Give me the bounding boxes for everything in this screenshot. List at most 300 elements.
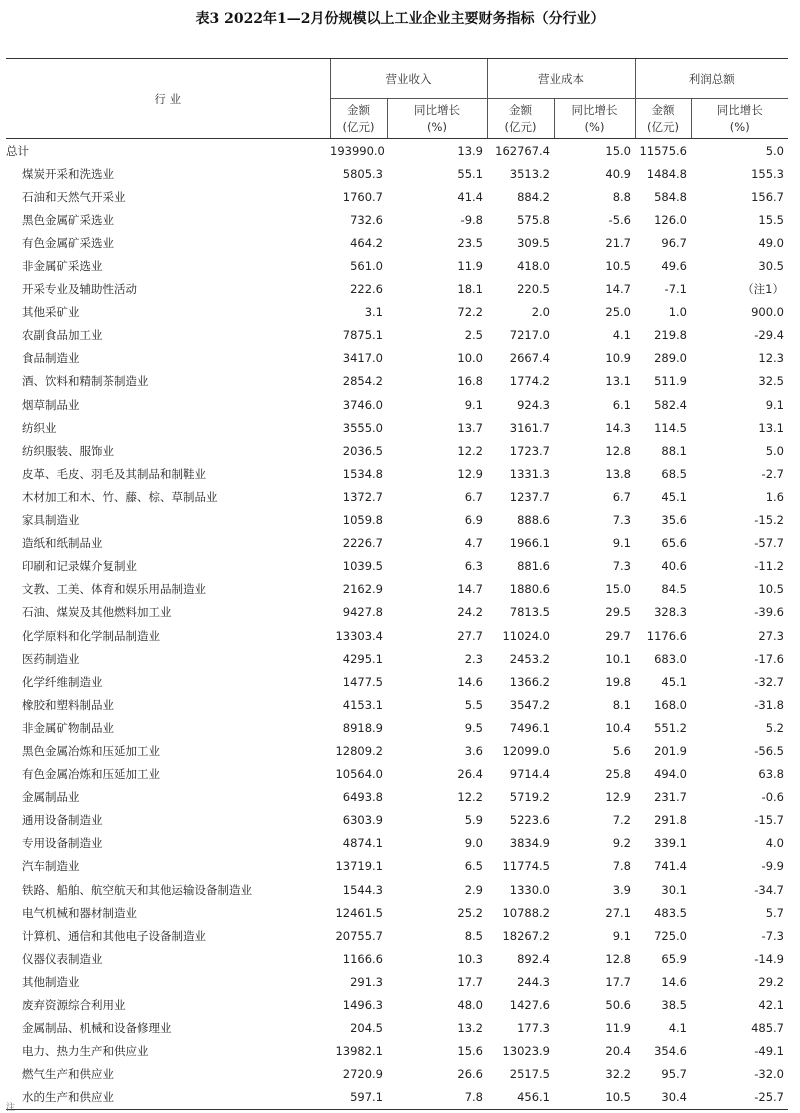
industry-name: 开采专业及辅助性活动 xyxy=(22,282,137,297)
profit-growth-cell: 32.5 xyxy=(758,374,784,389)
industry-name: 铁路、船舶、航空航天和其他运输设备制造业 xyxy=(22,882,252,897)
profit-growth-cell: （注1） xyxy=(742,282,784,297)
revenue-growth-cell: 2.9 xyxy=(464,882,483,897)
cost-amount-cell: 1331.3 xyxy=(509,466,550,481)
revenue-amount-header: 金额 (亿元) xyxy=(330,99,387,139)
table-row xyxy=(6,485,788,508)
revenue-growth-cell: 18.1 xyxy=(457,282,483,297)
cost-amount-cell: 5719.2 xyxy=(509,790,550,805)
revenue-amount-cell: 13982.1 xyxy=(335,1044,383,1059)
revenue-amount-cell: 204.5 xyxy=(350,1021,383,1036)
revenue-growth-cell: 48.0 xyxy=(457,998,483,1013)
cost-amount-cell: 1237.7 xyxy=(509,489,550,504)
cost-header: 营业成本 xyxy=(487,59,635,99)
industry-name: 总计 xyxy=(6,143,29,158)
revenue-amount-cell: 1496.3 xyxy=(342,998,383,1013)
profit-growth-cell: 5.0 xyxy=(765,443,784,458)
revenue-amount-cell: 464.2 xyxy=(350,235,383,250)
revenue-growth-cell: 13.9 xyxy=(457,143,483,158)
profit-amount-cell: 126.0 xyxy=(654,212,687,227)
cost-growth-cell: 8.8 xyxy=(612,189,631,204)
cost-amount-cell: 10788.2 xyxy=(502,905,550,920)
table-row xyxy=(6,739,788,762)
industry-name: 石油和天然气开采业 xyxy=(22,189,126,204)
table-row xyxy=(6,578,788,601)
revenue-amount-cell: 3555.0 xyxy=(342,420,383,435)
industry-name: 有色金属矿采选业 xyxy=(22,235,114,250)
table-title: 表3 2022年1—2月份规模以上工业企业主要财务指标（分行业） xyxy=(195,11,605,27)
cost-growth-cell: 10.9 xyxy=(605,351,631,366)
cost-growth-cell: 9.1 xyxy=(612,928,631,943)
revenue-amount-cell: 4295.1 xyxy=(342,651,383,666)
profit-amount-cell: 40.6 xyxy=(661,559,687,574)
table-row xyxy=(6,670,788,693)
cost-amount-cell: 418.0 xyxy=(517,259,550,274)
industry-name: 农副食品加工业 xyxy=(22,328,103,343)
cost-amount-cell: 575.8 xyxy=(517,212,550,227)
revenue-growth-cell: 6.9 xyxy=(464,513,483,528)
revenue-amount-cell: 1166.6 xyxy=(342,951,383,966)
industry-name: 专用设备制造业 xyxy=(22,836,103,851)
profit-growth-cell: 15.5 xyxy=(758,212,784,227)
revenue-amount-cell: 3417.0 xyxy=(342,351,383,366)
cost-amount-cell: 1427.6 xyxy=(509,998,550,1013)
revenue-amount-cell: 561.0 xyxy=(350,259,383,274)
cost-amount-cell: 7217.0 xyxy=(509,328,550,343)
industry-name: 黑色金属矿采选业 xyxy=(22,212,114,227)
footer-note: 注 xyxy=(6,1103,16,1113)
profit-growth-cell: 63.8 xyxy=(758,767,784,782)
cost-growth-cell: 7.8 xyxy=(612,859,631,874)
revenue-growth-cell: 72.2 xyxy=(457,305,483,320)
cost-growth-cell: 7.3 xyxy=(612,513,631,528)
revenue-growth-cell: 41.4 xyxy=(457,189,483,204)
cost-growth-cell: 12.8 xyxy=(605,951,631,966)
revenue-amount-cell: 1039.5 xyxy=(342,559,383,574)
industry-name: 金属制品、机械和设备修理业 xyxy=(22,1021,172,1036)
industry-name: 黑色金属冶炼和压延加工业 xyxy=(22,743,160,758)
cost-growth-cell: 7.2 xyxy=(612,813,631,828)
profit-amount-cell: 95.7 xyxy=(661,1067,687,1082)
industry-name: 通用设备制造业 xyxy=(22,813,103,828)
table-row xyxy=(6,1086,788,1110)
industry-name: 石油、煤炭及其他燃料加工业 xyxy=(22,605,172,620)
revenue-growth-cell: 2.3 xyxy=(464,651,483,666)
cost-growth-cell: 7.3 xyxy=(612,559,631,574)
cost-amount-cell: 924.3 xyxy=(517,397,550,412)
revenue-growth-cell: 15.6 xyxy=(457,1044,483,1059)
cost-growth-cell: -5.6 xyxy=(608,212,631,227)
cost-growth-cell: 21.7 xyxy=(605,235,631,250)
revenue-amount-cell: 12461.5 xyxy=(335,905,383,920)
revenue-growth-cell: 13.7 xyxy=(457,420,483,435)
table-row xyxy=(6,393,788,416)
revenue-growth-cell: 9.1 xyxy=(464,397,483,412)
cost-amount-cell: 18267.2 xyxy=(502,928,550,943)
revenue-growth-cell: 14.6 xyxy=(457,674,483,689)
profit-growth-cell: -34.7 xyxy=(754,882,784,897)
profit-growth-cell: -2.7 xyxy=(761,466,784,481)
revenue-growth-cell: 13.2 xyxy=(457,1021,483,1036)
profit-growth-cell: 42.1 xyxy=(758,998,784,1013)
cost-growth-header: 同比增长 (%) xyxy=(554,99,635,139)
profit-amount-cell: -7.1 xyxy=(664,282,687,297)
cost-amount-cell: 456.1 xyxy=(487,1086,554,1110)
table-row xyxy=(6,763,788,786)
revenue-growth-cell: 9.5 xyxy=(464,720,483,735)
cost-growth-cell: 13.8 xyxy=(605,466,631,481)
revenue-growth-header: 同比增长 (%) xyxy=(387,99,487,139)
revenue-growth-cell: 26.4 xyxy=(457,767,483,782)
cost-growth-cell: 19.8 xyxy=(605,674,631,689)
revenue-growth-cell: 14.7 xyxy=(457,582,483,597)
cost-amount-cell: 3161.7 xyxy=(509,420,550,435)
profit-amount-cell: 339.1 xyxy=(654,836,687,851)
revenue-growth-cell: 9.0 xyxy=(464,836,483,851)
profit-amount-cell: 168.0 xyxy=(654,697,687,712)
cost-amount-cell: 13023.9 xyxy=(502,1044,550,1059)
table-row xyxy=(6,647,788,670)
cost-growth-cell: 10.1 xyxy=(605,651,631,666)
cost-growth-cell: 6.1 xyxy=(612,397,631,412)
revenue-growth-cell: 8.5 xyxy=(464,928,483,943)
cost-growth-cell: 14.7 xyxy=(605,282,631,297)
table-row xyxy=(6,970,788,993)
cost-amount-cell: 162767.4 xyxy=(495,143,550,158)
cost-amount-cell: 9714.4 xyxy=(509,767,550,782)
table-row xyxy=(6,439,788,462)
profit-growth-cell: 29.2 xyxy=(758,974,784,989)
industry-name: 其他采矿业 xyxy=(22,305,80,320)
cost-growth-cell: 10.4 xyxy=(605,720,631,735)
table-row xyxy=(6,231,788,254)
revenue-growth-cell: 26.6 xyxy=(457,1067,483,1082)
industry-name: 印刷和记录媒介复制业 xyxy=(22,559,137,574)
cost-growth-cell: 17.7 xyxy=(605,974,631,989)
revenue-growth-cell: 12.9 xyxy=(457,466,483,481)
profit-amount-cell: 231.7 xyxy=(654,790,687,805)
profit-amount-cell: 683.0 xyxy=(654,651,687,666)
revenue-growth-cell: 16.8 xyxy=(457,374,483,389)
cost-growth-cell: 29.7 xyxy=(605,628,631,643)
profit-growth-cell: -14.9 xyxy=(754,951,784,966)
revenue-amount-cell: 1544.3 xyxy=(342,882,383,897)
industry-name: 化学纤维制造业 xyxy=(22,674,103,689)
cost-growth-cell: 15.0 xyxy=(605,582,631,597)
revenue-growth-cell: 10.0 xyxy=(457,351,483,366)
revenue-amount-cell: 4153.1 xyxy=(342,697,383,712)
cost-amount-cell: 2517.5 xyxy=(509,1067,550,1082)
table-row xyxy=(6,601,788,624)
table-row xyxy=(6,185,788,208)
industry-name: 仪器仪表制造业 xyxy=(22,951,103,966)
cost-amount-cell: 11024.0 xyxy=(502,628,550,643)
revenue-amount-cell: 6303.9 xyxy=(342,813,383,828)
table-row xyxy=(6,208,788,231)
cost-growth-cell: 20.4 xyxy=(605,1044,631,1059)
profit-growth-cell: -29.4 xyxy=(754,328,784,343)
profit-growth-cell: -9.9 xyxy=(761,859,784,874)
cost-amount-cell: 1330.0 xyxy=(509,882,550,897)
cost-growth-cell: 10.5 xyxy=(605,259,631,274)
industry-name: 造纸和纸制品业 xyxy=(22,536,103,551)
table-row xyxy=(6,278,788,301)
industry-name: 橡胶和塑料制品业 xyxy=(22,697,114,712)
industry-name: 食品制造业 xyxy=(22,351,80,366)
revenue-growth-cell: 6.3 xyxy=(464,559,483,574)
revenue-growth-cell: -9.8 xyxy=(460,212,483,227)
profit-growth-cell: -7.3 xyxy=(761,928,784,943)
cost-amount-cell: 3834.9 xyxy=(509,836,550,851)
table-row xyxy=(6,532,788,555)
industry-name: 电气机械和器材制造业 xyxy=(22,905,137,920)
revenue-growth-cell: 12.2 xyxy=(457,443,483,458)
industry-name: 水的生产和供应业 xyxy=(6,1086,330,1110)
profit-growth-cell: 5.2 xyxy=(765,720,784,735)
cost-amount-cell: 3547.2 xyxy=(509,697,550,712)
profit-growth-cell: 485.7 xyxy=(751,1021,784,1036)
cost-amount-cell: 1723.7 xyxy=(509,443,550,458)
profit-growth-cell: 27.3 xyxy=(758,628,784,643)
industry-header: 行 业 xyxy=(6,59,330,139)
revenue-amount-cell: 13303.4 xyxy=(335,628,383,643)
revenue-amount-cell: 4874.1 xyxy=(342,836,383,851)
profit-amount-cell: 35.6 xyxy=(661,513,687,528)
cost-growth-cell: 9.1 xyxy=(612,536,631,551)
profit-amount-cell: 65.9 xyxy=(661,951,687,966)
revenue-amount-cell: 3746.0 xyxy=(342,397,383,412)
table-row xyxy=(6,324,788,347)
profit-growth-cell: -25.7 xyxy=(691,1086,788,1110)
revenue-amount-cell: 2036.5 xyxy=(342,443,383,458)
revenue-amount-cell: 8918.9 xyxy=(342,720,383,735)
revenue-amount-cell: 193990.0 xyxy=(330,143,385,158)
table-row xyxy=(6,624,788,647)
profit-growth-cell: 1.6 xyxy=(765,489,784,504)
profit-amount-cell: 511.9 xyxy=(654,374,687,389)
cost-growth-cell: 4.1 xyxy=(612,328,631,343)
table-header xyxy=(6,59,788,139)
table-row xyxy=(6,162,788,185)
cost-amount-cell: 888.6 xyxy=(517,513,550,528)
profit-amount-cell: 88.1 xyxy=(661,443,687,458)
table-row xyxy=(6,809,788,832)
revenue-amount-cell: 2854.2 xyxy=(342,374,383,389)
revenue-amount-cell: 732.6 xyxy=(350,212,383,227)
table-row xyxy=(6,901,788,924)
industry-name: 医药制造业 xyxy=(22,651,80,666)
cost-amount-cell: 1366.2 xyxy=(509,674,550,689)
profit-amount-cell: 219.8 xyxy=(654,328,687,343)
profit-growth-cell: 13.1 xyxy=(758,420,784,435)
profit-growth-cell: 30.5 xyxy=(758,259,784,274)
industry-name: 有色金属冶炼和压延加工业 xyxy=(22,767,160,782)
revenue-growth-cell: 6.7 xyxy=(464,489,483,504)
cost-growth-cell: 10.5 xyxy=(554,1086,635,1110)
cost-growth-cell: 12.9 xyxy=(605,790,631,805)
table-row xyxy=(6,693,788,716)
table-body xyxy=(6,139,788,1110)
table-row xyxy=(6,832,788,855)
table-row xyxy=(6,947,788,970)
profit-growth-cell: 49.0 xyxy=(758,235,784,250)
cost-amount-cell: 12099.0 xyxy=(502,743,550,758)
revenue-amount-cell: 7875.1 xyxy=(342,328,383,343)
cost-amount-cell: 1774.2 xyxy=(509,374,550,389)
cost-growth-cell: 5.6 xyxy=(612,743,631,758)
profit-growth-cell: 156.7 xyxy=(751,189,784,204)
profit-amount-cell: 114.5 xyxy=(654,420,687,435)
industry-name: 皮革、毛皮、羽毛及其制品和制鞋业 xyxy=(22,466,206,481)
cost-growth-cell: 13.1 xyxy=(605,374,631,389)
cost-growth-cell: 14.3 xyxy=(605,420,631,435)
cost-amount-header: 金额 (亿元) xyxy=(487,99,554,139)
revenue-growth-cell: 24.2 xyxy=(457,605,483,620)
profit-amount-cell: 291.8 xyxy=(654,813,687,828)
profit-amount-cell: 45.1 xyxy=(661,674,687,689)
cost-growth-cell: 40.9 xyxy=(605,166,631,181)
cost-growth-cell: 15.0 xyxy=(605,143,631,158)
profit-growth-cell: 12.3 xyxy=(758,351,784,366)
cost-amount-cell: 7496.1 xyxy=(509,720,550,735)
profit-growth-cell: -0.6 xyxy=(761,790,784,805)
profit-growth-cell: 155.3 xyxy=(751,166,784,181)
revenue-amount-cell: 10564.0 xyxy=(335,767,383,782)
industry-name: 非金属矿物制品业 xyxy=(22,720,114,735)
revenue-amount-cell: 9427.8 xyxy=(342,605,383,620)
industry-name: 非金属矿采选业 xyxy=(22,259,103,274)
cost-growth-cell: 12.8 xyxy=(605,443,631,458)
revenue-amount-cell: 1372.7 xyxy=(342,489,383,504)
profit-growth-cell: 900.0 xyxy=(751,305,784,320)
revenue-growth-cell: 12.2 xyxy=(457,790,483,805)
profit-amount-cell: 584.8 xyxy=(654,189,687,204)
profit-growth-cell: -56.5 xyxy=(754,743,784,758)
table-row xyxy=(6,786,788,809)
table-row xyxy=(6,924,788,947)
industry-name: 酒、饮料和精制茶制造业 xyxy=(22,374,149,389)
cost-growth-cell: 9.2 xyxy=(612,836,631,851)
profit-amount-cell: 84.5 xyxy=(661,582,687,597)
cost-growth-cell: 6.7 xyxy=(612,489,631,504)
revenue-amount-cell: 1760.7 xyxy=(342,189,383,204)
revenue-amount-cell: 20755.7 xyxy=(335,928,383,943)
revenue-growth-cell: 27.7 xyxy=(457,628,483,643)
table-row xyxy=(6,462,788,485)
profit-growth-cell: -32.0 xyxy=(754,1067,784,1082)
industry-name: 电力、热力生产和供应业 xyxy=(22,1044,149,1059)
industry-name: 纺织服装、服饰业 xyxy=(22,443,114,458)
industry-name: 家具制造业 xyxy=(22,513,80,528)
profit-amount-cell: 582.4 xyxy=(654,397,687,412)
cost-growth-cell: 8.1 xyxy=(612,697,631,712)
table-row xyxy=(6,509,788,532)
profit-growth-cell: -15.7 xyxy=(754,813,784,828)
profit-amount-cell: 328.3 xyxy=(654,605,687,620)
profit-amount-cell: 38.5 xyxy=(661,998,687,1013)
revenue-growth-cell: 6.5 xyxy=(464,859,483,874)
table-row xyxy=(6,301,788,324)
profit-amount-cell: 68.5 xyxy=(661,466,687,481)
revenue-growth-cell: 11.9 xyxy=(457,259,483,274)
cost-amount-cell: 892.4 xyxy=(517,951,550,966)
cost-amount-cell: 1880.6 xyxy=(509,582,550,597)
table-row xyxy=(6,139,788,163)
cost-amount-cell: 177.3 xyxy=(517,1021,550,1036)
profit-amount-cell: 354.6 xyxy=(654,1044,687,1059)
cost-amount-cell: 11774.5 xyxy=(502,859,550,874)
profit-amount-cell: 49.6 xyxy=(661,259,687,274)
profit-amount-cell: 14.6 xyxy=(661,974,687,989)
cost-amount-cell: 3513.2 xyxy=(509,166,550,181)
revenue-growth-cell: 17.7 xyxy=(457,974,483,989)
profit-growth-cell: -11.2 xyxy=(754,559,784,574)
profit-growth-cell: -17.6 xyxy=(754,651,784,666)
industry-name: 废弃资源综合利用业 xyxy=(22,998,126,1013)
cost-amount-cell: 2.0 xyxy=(531,305,550,320)
industry-name: 文教、工美、体育和娱乐用品制造业 xyxy=(22,582,206,597)
industry-name: 计算机、通信和其他电子设备制造业 xyxy=(22,928,206,943)
revenue-amount-cell: 2720.9 xyxy=(342,1067,383,1082)
revenue-amount-cell: 13719.1 xyxy=(335,859,383,874)
revenue-amount-cell: 1059.8 xyxy=(342,513,383,528)
profit-amount-cell: 45.1 xyxy=(661,489,687,504)
profit-amount-cell: 96.7 xyxy=(661,235,687,250)
table-row xyxy=(6,254,788,277)
revenue-growth-cell: 3.6 xyxy=(464,743,483,758)
profit-amount-cell: 30.4 xyxy=(635,1086,691,1110)
cost-amount-cell: 1966.1 xyxy=(509,536,550,551)
table-row xyxy=(6,1017,788,1040)
profit-amount-cell: 4.1 xyxy=(668,1021,687,1036)
industry-name: 纺织业 xyxy=(22,420,57,435)
profit-amount-cell: 725.0 xyxy=(654,928,687,943)
industry-name: 烟草制品业 xyxy=(22,397,80,412)
industry-name: 其他制造业 xyxy=(22,974,80,989)
cost-amount-cell: 884.2 xyxy=(517,189,550,204)
profit-growth-cell: -57.7 xyxy=(754,536,784,551)
table-row xyxy=(6,993,788,1016)
profit-growth-cell: 9.1 xyxy=(765,397,784,412)
revenue-growth-cell: 55.1 xyxy=(457,166,483,181)
table-row xyxy=(6,347,788,370)
profit-growth-cell: 5.0 xyxy=(765,143,784,158)
profit-growth-cell: 5.7 xyxy=(765,905,784,920)
revenue-growth-cell: 25.2 xyxy=(457,905,483,920)
profit-amount-cell: 741.4 xyxy=(654,859,687,874)
table-row xyxy=(6,716,788,739)
cost-growth-cell: 11.9 xyxy=(605,1021,631,1036)
revenue-growth-cell: 5.5 xyxy=(464,697,483,712)
profit-amount-cell: 30.1 xyxy=(661,882,687,897)
cost-amount-cell: 220.5 xyxy=(517,282,550,297)
cost-amount-cell: 5223.6 xyxy=(509,813,550,828)
cost-growth-cell: 50.6 xyxy=(605,998,631,1013)
table-row xyxy=(6,555,788,578)
revenue-growth-cell: 10.3 xyxy=(457,951,483,966)
profit-growth-header: 同比增长 (%) xyxy=(691,99,788,139)
revenue-amount-cell: 222.6 xyxy=(350,282,383,297)
revenue-amount-cell: 5805.3 xyxy=(342,166,383,181)
cost-amount-cell: 244.3 xyxy=(517,974,550,989)
profit-growth-cell: 10.5 xyxy=(758,582,784,597)
cost-amount-cell: 7813.5 xyxy=(509,605,550,620)
profit-header: 利润总额 xyxy=(635,59,788,99)
profit-amount-cell: 11575.6 xyxy=(639,143,687,158)
financial-indicators-table xyxy=(6,58,788,1110)
table-row xyxy=(6,1040,788,1063)
profit-amount-cell: 494.0 xyxy=(654,767,687,782)
